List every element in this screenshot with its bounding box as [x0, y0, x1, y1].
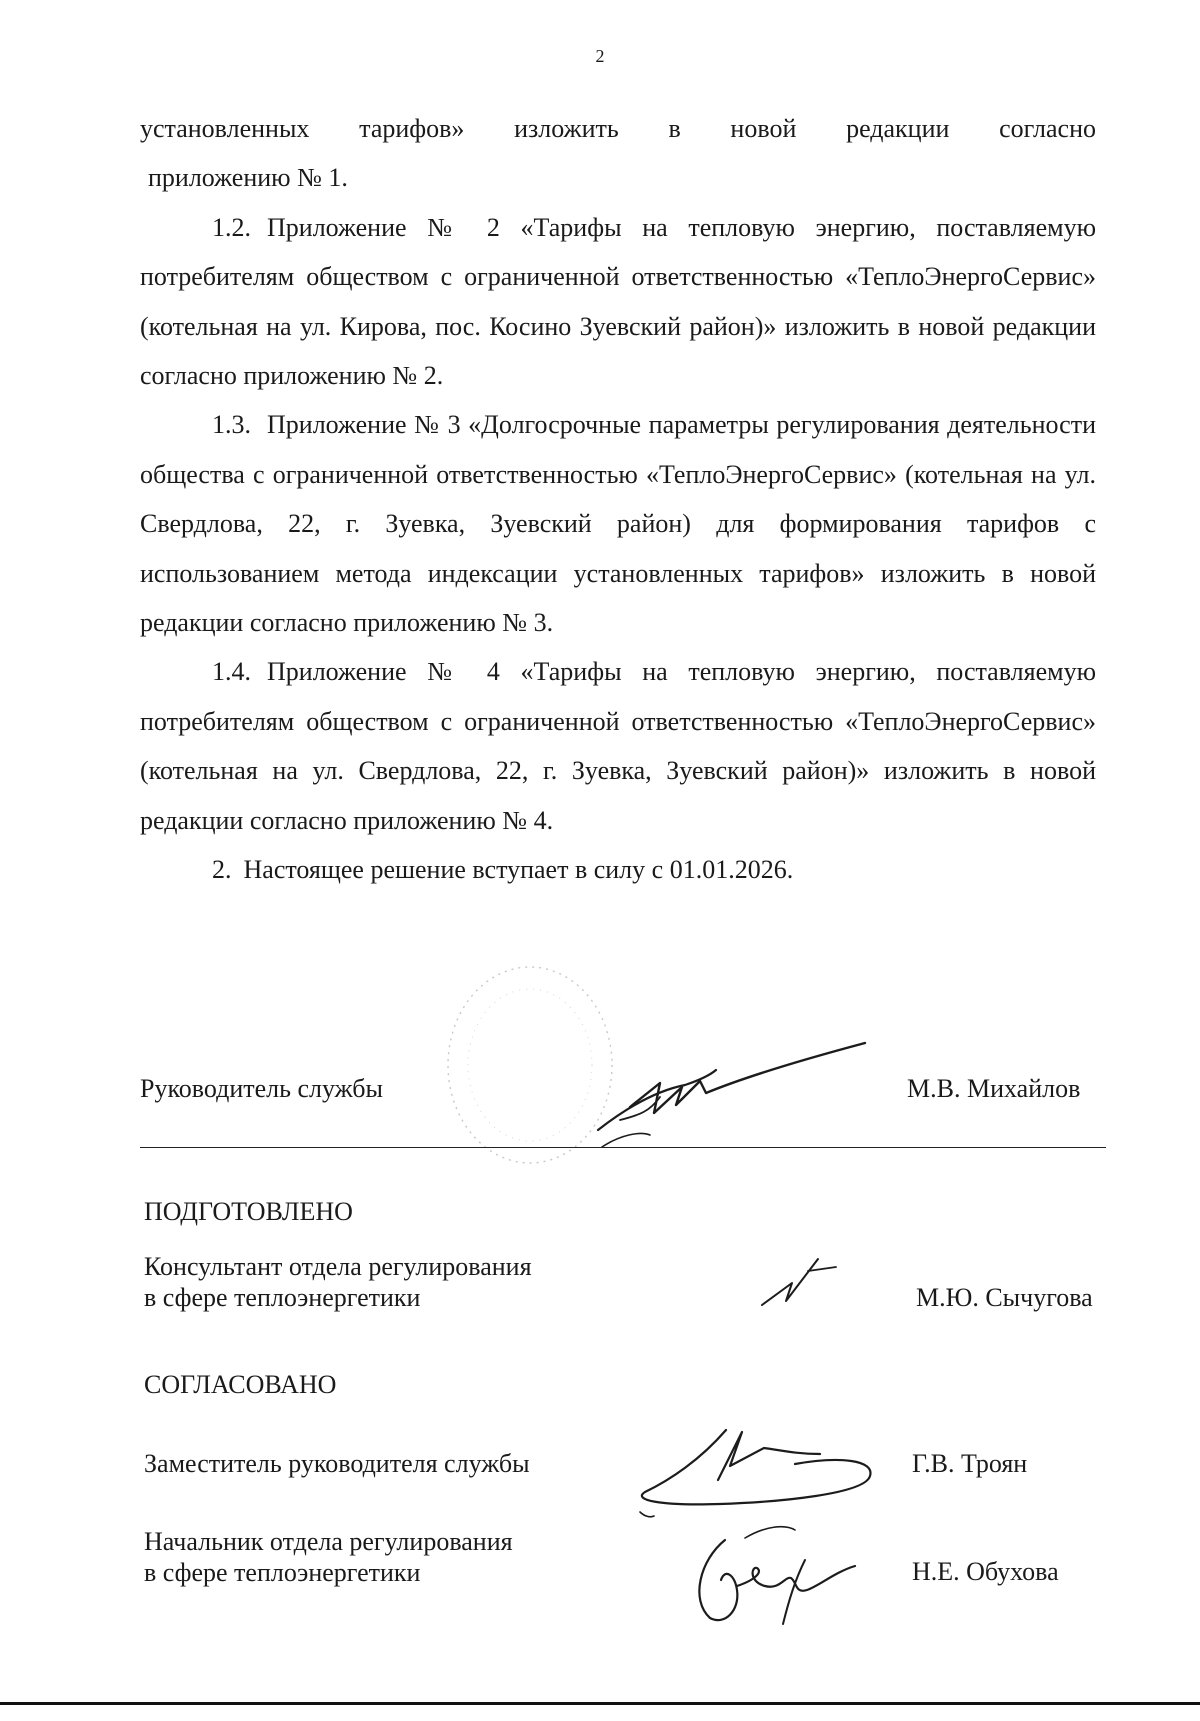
head-signature-mark	[590, 1035, 870, 1155]
chief-position-line2: в сфере теплоэнергетики	[144, 1558, 421, 1587]
item-1-3-number: 1.3.	[212, 410, 251, 440]
item-2-number: 2.	[212, 855, 232, 885]
agreed-heading: СОГЛАСОВАНО	[144, 1370, 337, 1399]
chief-name: Н.Е. Обухова	[912, 1557, 1059, 1586]
item-1-3	[140, 400, 1096, 647]
item-1-4-text: Приложение № 4 «Тарифы на тепловую энергию, поставляемую потребителям обществом с ограниченной ответственностью «ТеплоЭнергоСервис» (котельная на ул. Свердлова, 22, г. Зуевка, Зуевский район)» изложить в новой редакции согласно приложению № 4.	[140, 657, 1096, 835]
deputy-signature-mark	[630, 1420, 880, 1530]
paragraph-continuation-end: приложению № 1.	[148, 163, 348, 193]
item-2-text: Настоящее решение вступает в силу с 01.01.2026.	[243, 855, 794, 885]
chief-signature-mark	[685, 1520, 865, 1630]
item-1-2-text: Приложение № 2 «Тарифы на тепловую энергию, поставляемую потребителям обществом с ограниченной ответственностью «ТеплоЭнергоСервис» (котельная на ул. Кирова, пос. Косино Зуевский район)» изложить в новой редакции согласно приложению № 2.	[140, 212, 1096, 391]
deputy-name: Г.В. Троян	[912, 1449, 1028, 1478]
item-1-2	[140, 203, 1096, 401]
item-2	[140, 845, 1096, 894]
deputy-position: Заместитель руководителя службы	[144, 1449, 530, 1478]
signature-divider	[140, 1147, 1106, 1148]
prepared-heading: ПОДГОТОВЛЕНО	[144, 1197, 353, 1226]
item-1-4-number: 1.4.	[212, 657, 251, 687]
prepared-signature-mark	[758, 1245, 848, 1315]
prepared-name: М.Ю. Сычугова	[916, 1283, 1093, 1312]
item-1-3-text: Приложение № 3 «Долгосрочные параметры регулирования деятельности общества с ограниченной ответственностью «ТеплоЭнергоСервис» (котельная на ул. Свердлова, 22, г. Зуевка, Зуевский район) для формирования тарифов с использованием метода индексации установленных тарифов» изложить в новой редакции согласно приложению № 3.	[140, 410, 1096, 638]
prepared-position-line2: в сфере теплоэнергетики	[144, 1283, 421, 1312]
item-1-4	[140, 647, 1096, 845]
item-1-2-number: 1.2.	[212, 212, 251, 242]
head-position: Руководитель службы	[140, 1074, 383, 1103]
page-number: 2	[595, 46, 605, 66]
decision-body	[140, 104, 1096, 895]
chief-position-line1: Начальник отдела регулирования	[144, 1527, 513, 1556]
prepared-position-line1: Консультант отдела регулирования	[144, 1252, 532, 1281]
page-bottom-edge	[0, 1702, 1200, 1705]
head-name: М.В. Михайлов	[907, 1074, 1081, 1103]
paragraph-continuation-line: установленных тарифов» изложить в новой редакции согласно	[140, 114, 1096, 143]
